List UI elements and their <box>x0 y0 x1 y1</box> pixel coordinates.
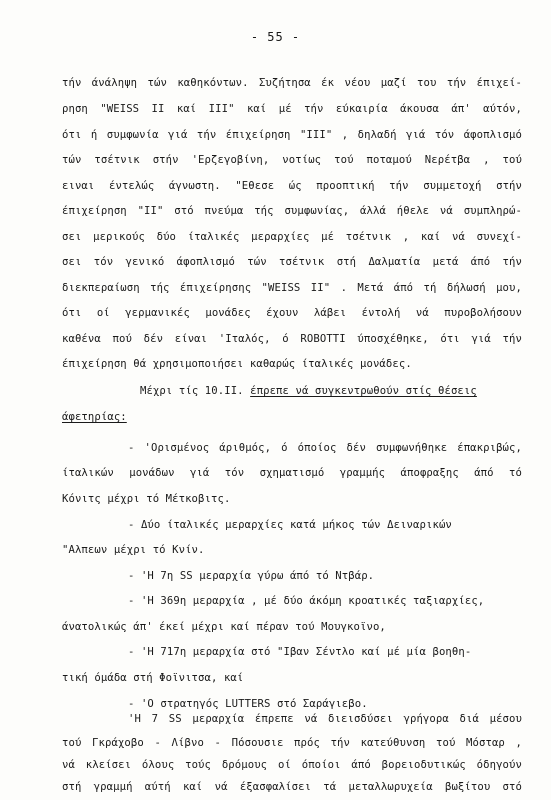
text-line: έπιχείρηση θά χρησιμοποιήσει καθαρώς ίταλικές μονάδες. <box>62 358 412 370</box>
heading-continuation: άφετηρίας: <box>62 411 127 423</box>
list-item: Κόνιτς μέχρι τό Μέτκοβιτς. <box>62 493 231 505</box>
list-item: - 'Ο στρατηγός LUTTERS στό Σαράγιεβο. <box>128 698 368 710</box>
text-line: έπιχείρηση "II" στό πνεύμα τής συμφωνίας, άλλά ήθελε νά συμπληρώ- <box>62 205 522 217</box>
closing-line: νά κλείσει όλους τούς δρόμους οί όποίοι άπό βορειοδυτικώς όδηγούν <box>62 759 522 771</box>
list-item: άνατολικώς άπ' έκεί μέχρι καί πέραν τού Μουγκοϊνο, <box>62 621 386 633</box>
heading-date: Μέχρι τίς 10.ΙΙ. <box>140 385 244 397</box>
text-line: σει τόν γενικό άφοπλισμό τών τσέτνικ στή Δαλματία μετά άπό τήν <box>62 256 522 268</box>
text-line: ρηση "WEISS II καί III" καί μέ τήν εύκαιρία άκουσα άπ' αύτόν, <box>62 103 522 115</box>
list-item: - 'Η 717η μεραρχία στό "Ιβαν Σέντλο καί μέ μία βοηθη- <box>128 646 472 658</box>
page-number: - 55 - <box>250 30 301 44</box>
heading-underlined-text: έπρεπε νά συγκεντρωθούν στίς θέσεις <box>250 385 477 397</box>
text-line: τών τσέτνικ στήν 'Ερζεγοβίνη, νοτίως τού ποταμού Νερέτβα , τού <box>62 154 522 166</box>
list-item: - 'Η 7η SS μεραρχία γύρω άπό τό Ντβάρ. <box>128 570 375 582</box>
text-line: ότι οί γερμανικές μονάδες έχουν λάβει έντολή νά πυροβολήσουν <box>62 307 522 319</box>
list-item: τική όμάδα στή Φοϊνιτσα, καί <box>62 672 244 684</box>
list-item: "Αλπεων μέχρι τό Κνίν. <box>62 544 205 556</box>
text-line: ότι ή συμφωνία γιά τήν έπιχείρηση "III" , δηλαδή γιά τόν άφοπλισμό <box>62 129 522 141</box>
text-line: ειναι έντελώς άγνωστη. "Εθεσε ώς προοπτική τήν συμμετοχή στήν <box>62 180 522 192</box>
section-heading <box>140 384 477 398</box>
list-item: - Δύο ίταλικές μεραρχίες κατά μήκος τών Δειναρικών <box>128 519 452 531</box>
text-line: καθένα πού δέν είναι 'Ιταλός, ό ROBOTTI ύποσχέθηκε, ότι γιά τήν <box>62 333 522 345</box>
closing-line: 'Η 7 SS μεραρχία έπρεπε νά διεισδύσει γρήγορα διά μέσου <box>128 713 522 725</box>
closing-line: στή γραμμή αύτή καί νά έξασφαλίσει τά μεταλλωρυχεία βωξίτου στό <box>62 781 522 793</box>
list-item: - 'Ορισμένος άριθμός, ό όποίος δέν συμφωνήθηκε έπακριβώς, <box>128 442 522 454</box>
closing-line: τού Γκράχοβο - Λίβνο - Πόσουσιε πρός τήν κατεύθυνση τού Μόσταρ , <box>62 737 522 749</box>
text-line: τήν άνάληψη τών καθηκόντων. Συζήτησα έκ νέου μαζί του τήν έπιχεί- <box>62 77 522 89</box>
text-line: σει μερικούς δύο ίταλικές μεραρχίες μέ τσέτνικ , καί νά συνεχί- <box>62 231 522 243</box>
text-line: διεκπεραίωση τής έπιχείρησης "WEISS II" . Μετά άπό τή δήλωσή μου, <box>62 282 522 294</box>
list-item: ίταλικών μονάδων γιά τόν σχηματισμό γραμμής άποφραξης άπό τό <box>62 467 522 479</box>
list-item: - 'Η 369η μεραρχία , μέ δύο άκόμη κροατικές ταξιαρχίες, <box>128 595 485 607</box>
